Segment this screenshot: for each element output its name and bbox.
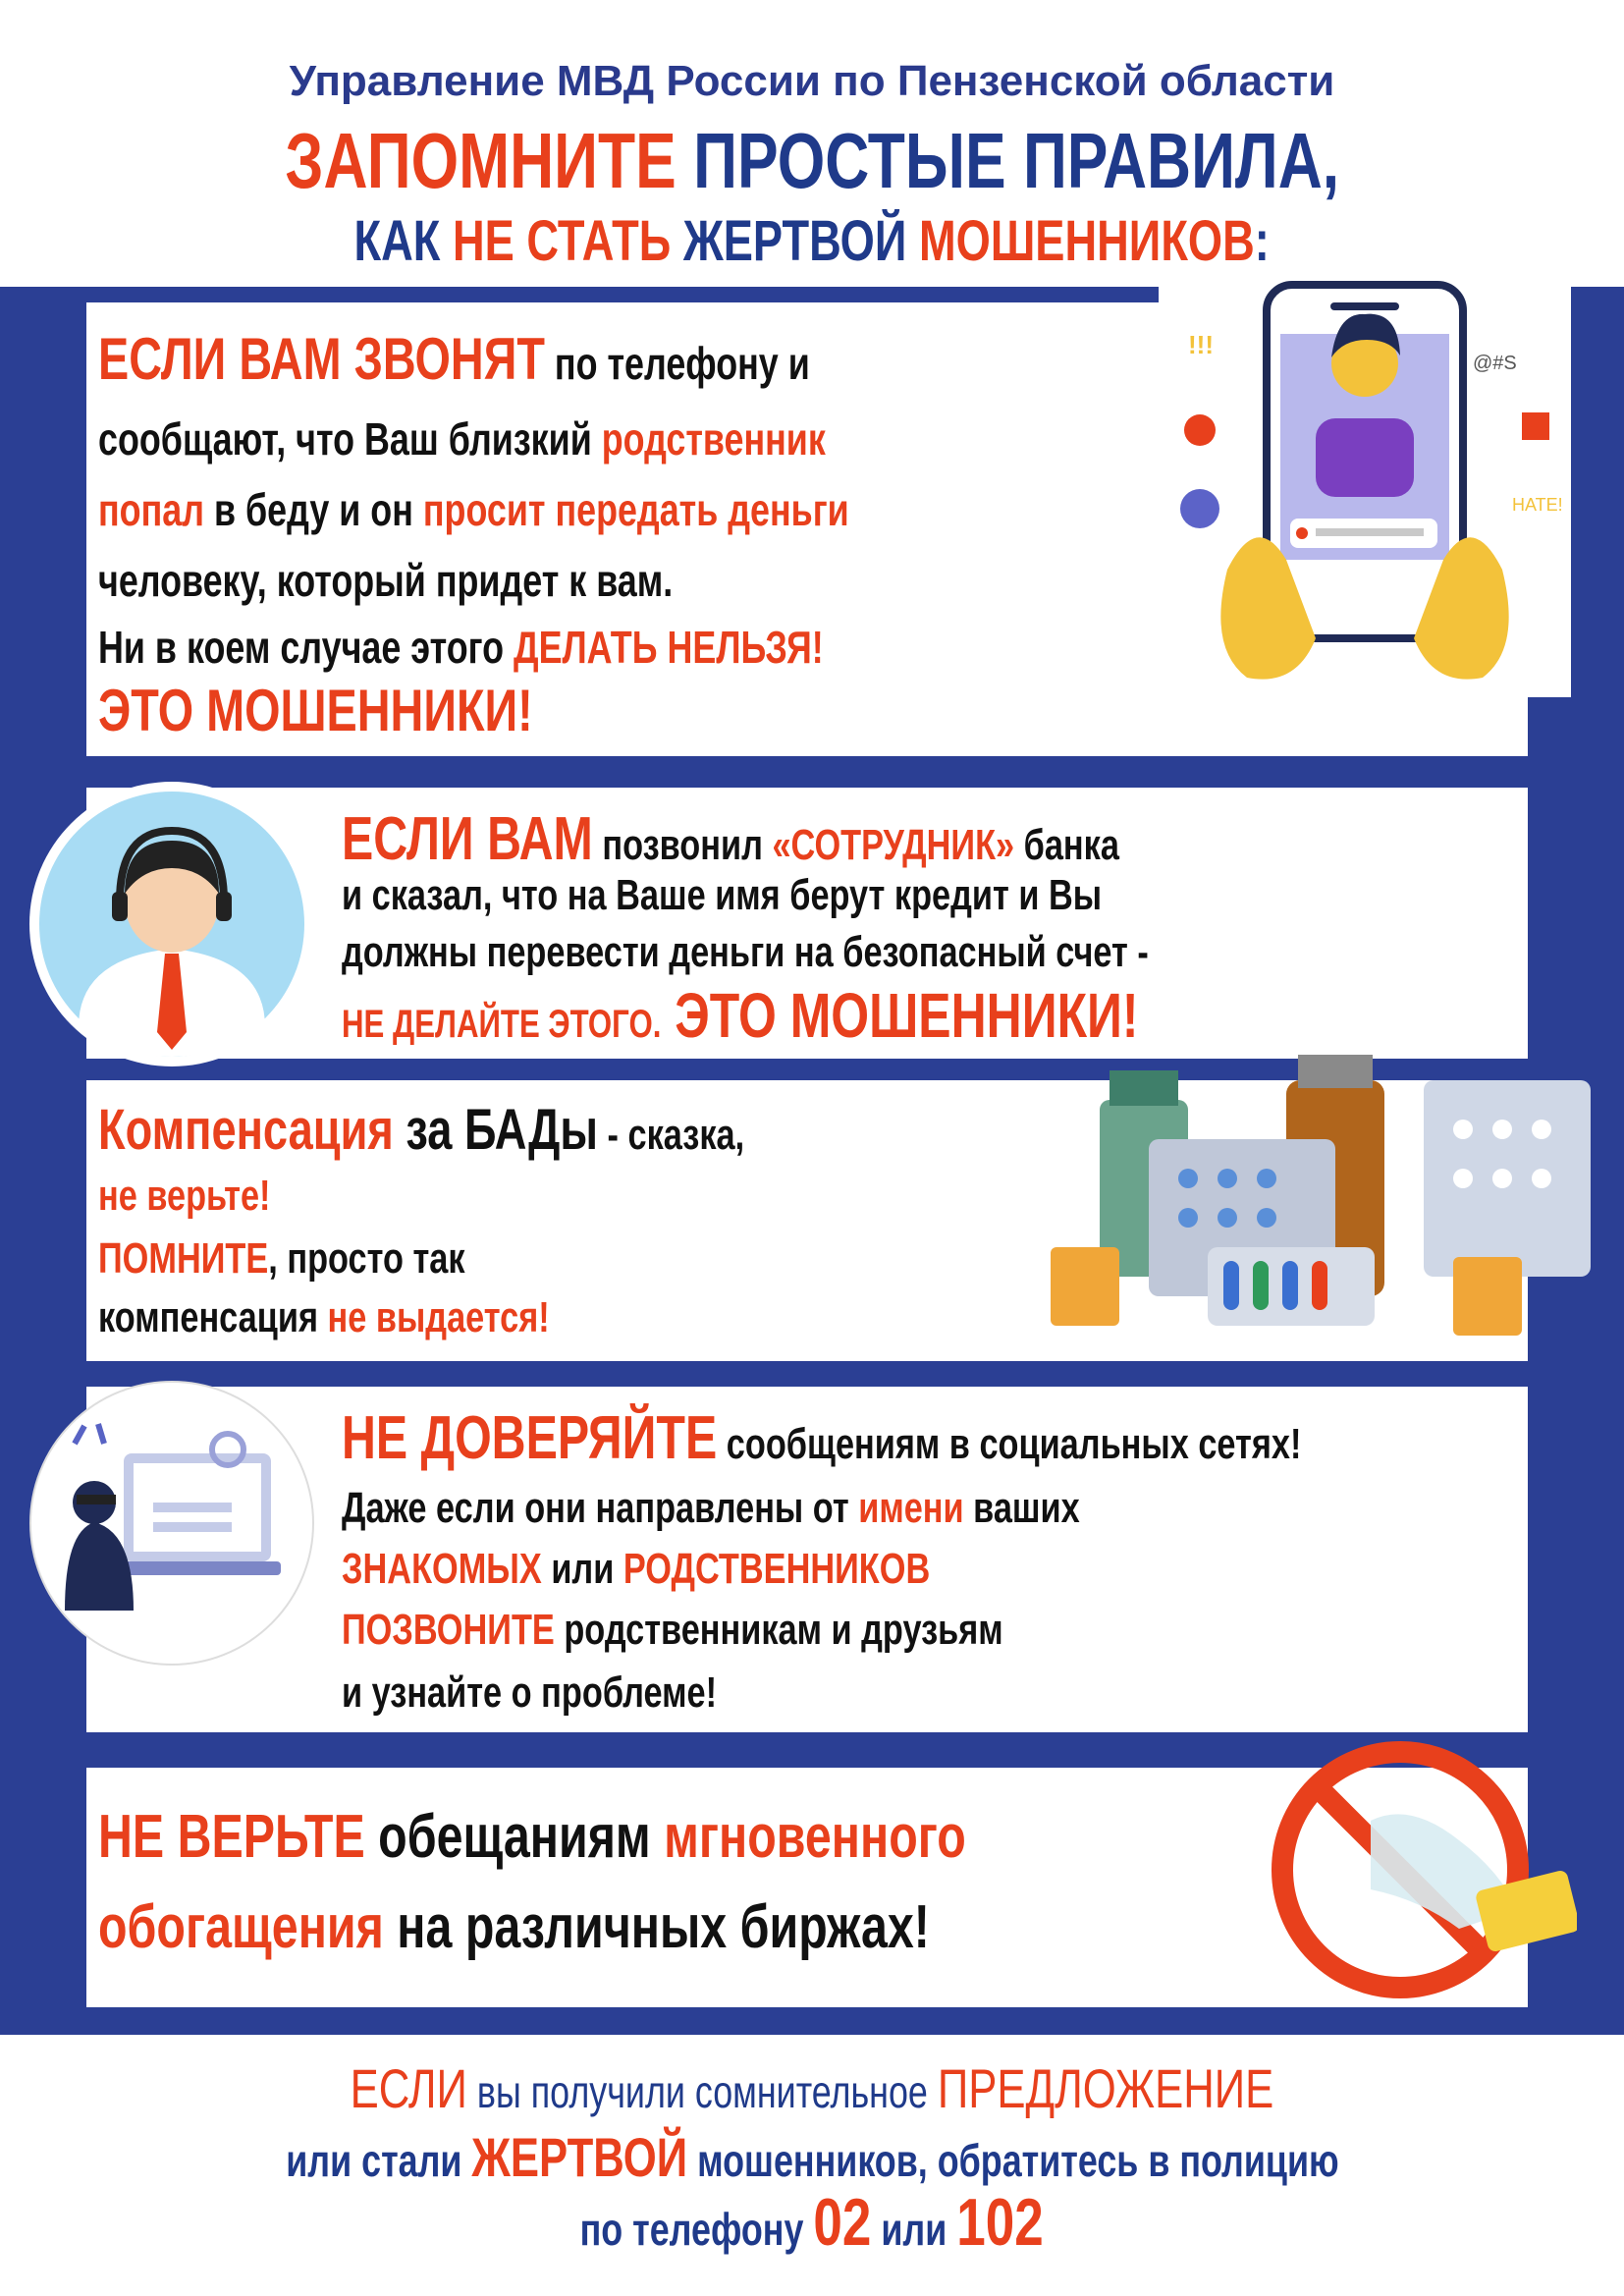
block3-line1 [98,1098,927,1162]
block4-call: ПОЗВОНИТЕ [342,1606,555,1654]
block2-line1 [342,805,1338,873]
block1-line4 [98,555,835,606]
operator-icon [39,792,304,1057]
block2-if-you: ЕСЛИ ВАМ [342,805,593,873]
block5-promises: обещаниям [364,1803,665,1871]
block3-line4 [98,1293,677,1341]
footer-received: вы получили сомнительное [466,2066,938,2117]
footer-by-phone: по телефону [579,2204,814,2255]
block3-line2 [98,1172,319,1220]
block1-relative: родственник [601,413,826,465]
footer-offer: ПРЕДЛОЖЕНИЕ [937,2057,1274,2119]
block3-dont-believe: не верьте! [98,1172,271,1220]
footer-phone-02: 02 [813,2185,872,2260]
footer-or-became: или стали [285,2135,471,2186]
footer-line3 [0,2184,1624,2261]
block2-line4 [342,980,1363,1051]
footer-contact-police: мошенников, обратитесь в полицию [686,2135,1339,2186]
footer-line2 [0,2125,1624,2189]
block1-must-not: ДЕЛАТЬ НЕЛЬЗЯ! [514,622,824,673]
block1-asks-money: просит передать деньги [422,484,849,535]
block1-person: человеку, который придет к вам. [98,555,674,606]
block4-relatives-friends: родственникам и друзьям [554,1606,1003,1654]
block4-line3 [342,1545,1096,1593]
block2-line3 [342,928,1377,976]
block3-compensation2: компенсация [98,1293,328,1341]
block4-even-if: Даже если они направлены от [342,1484,859,1532]
block1-line1 [98,326,1010,392]
block1-fraudsters: ЭТО МОШЕННИКИ! [98,678,533,743]
block1-if-they-call: ЕСЛИ ВАМ ЗВОНЯТ [98,326,545,392]
title-remember: ЗАПОМНИТЕ [285,117,677,204]
footer-phone-102: 102 [956,2185,1045,2260]
dislike-icon [1522,412,1549,440]
exclaim-mark: !!! [1188,330,1214,359]
hate-text: HATE! [1512,495,1563,515]
footer-if: ЕСЛИ [350,2057,467,2119]
block4-relatives: РОДСТВЕННИКОВ [623,1545,931,1593]
block2-credit: и сказал, что на Ваше имя берут кредит и Вы [342,871,1103,919]
footer-victim: ЖЕРТВОЙ [470,2126,687,2188]
block4-name: имени [858,1484,964,1532]
block2-line2 [342,871,1316,919]
block1-line6 [98,678,656,743]
block1-in-trouble: в беду и он [204,484,423,535]
at-symbol: @#S [1473,353,1517,374]
title-simple-rules: ПРОСТЫЕ ПРАВИЛА, [676,117,1339,204]
block3-not-issued: не выдается! [327,1293,550,1341]
block2-transfer: должны перевести деньги на безопасный счет - [342,928,1149,976]
block1-never: Ни в коем случае этого [98,622,514,673]
block5-enrichment: обогащения [98,1893,384,1961]
block4-line2 [342,1484,1288,1532]
block4-messages: сообщениям в социальных сетях! [717,1420,1302,1468]
block3-for-supplements: за БАДы [393,1098,599,1162]
block4-find-out: и узнайте о проблеме! [342,1668,718,1717]
block1-by-phone: по телефону и [544,338,810,389]
block4-line1 [342,1404,1572,1472]
block2-do-not: НЕ ДЕЛАЙТЕ ЭТОГО. [342,1003,662,1046]
block1-line5 [98,622,1028,673]
prohibition-illustration [1253,1732,1577,2007]
block3-compensation: Компенсация [98,1098,394,1162]
block2-employee: «СОТРУДНИК» [772,821,1015,869]
block3-line3 [98,1234,568,1283]
header-organization: Управление МВД России по Пензенской области [289,57,1335,105]
block4-your: ваших [963,1484,1080,1532]
pill-jar-icon [1051,1247,1119,1326]
block1-report: сообщают, что Ваш близкий [98,413,602,465]
block2-fraudsters: ЭТО МОШЕННИКИ! [661,980,1139,1051]
phone-illustration [1159,275,1571,697]
title-not-become: НЕ СТАТЬ [453,209,672,273]
block5-line2 [98,1893,1164,1961]
block4-or: или [541,1545,623,1593]
hacker-icon [55,1414,291,1630]
title-colon: : [1255,209,1271,273]
block3-remember: ПОМНИТЕ [98,1234,269,1283]
block4-do-not-trust: НЕ ДОВЕРЯЙТЕ [342,1404,718,1472]
block1-line3 [98,484,1060,535]
skull-bubble-icon [1180,489,1219,528]
title-line-2 [0,208,1624,274]
title-fraudsters: МОШЕННИКОВ [919,209,1256,273]
block2-bank: банка [1014,821,1119,869]
block5-exchanges: на различных биржах! [383,1893,930,1961]
title-line-1 [0,116,1624,206]
pills-illustration [1051,1051,1600,1345]
title-victim: ЖЕРТВОЙ [671,209,920,273]
block4-line4 [342,1606,1190,1654]
footer-line1 [0,2056,1624,2120]
block3-just-like: , просто так [268,1234,465,1283]
angry-face-icon [1184,414,1216,446]
block4-line5 [342,1668,823,1717]
block3-fairytale: - сказка, [598,1111,745,1159]
block4-acquaintances: ЗНАКОМЫХ [342,1545,542,1593]
block5-do-not-believe: НЕ ВЕРЬТЕ [98,1803,365,1871]
footer-or: или [871,2204,957,2255]
block1-got: попал [98,484,205,535]
block2-called: позвонил [592,821,773,869]
block1-line2 [98,413,1031,465]
block5-line1 [98,1803,1211,1871]
block5-instant: мгновенного [664,1803,966,1871]
title-how: КАК [353,209,454,273]
